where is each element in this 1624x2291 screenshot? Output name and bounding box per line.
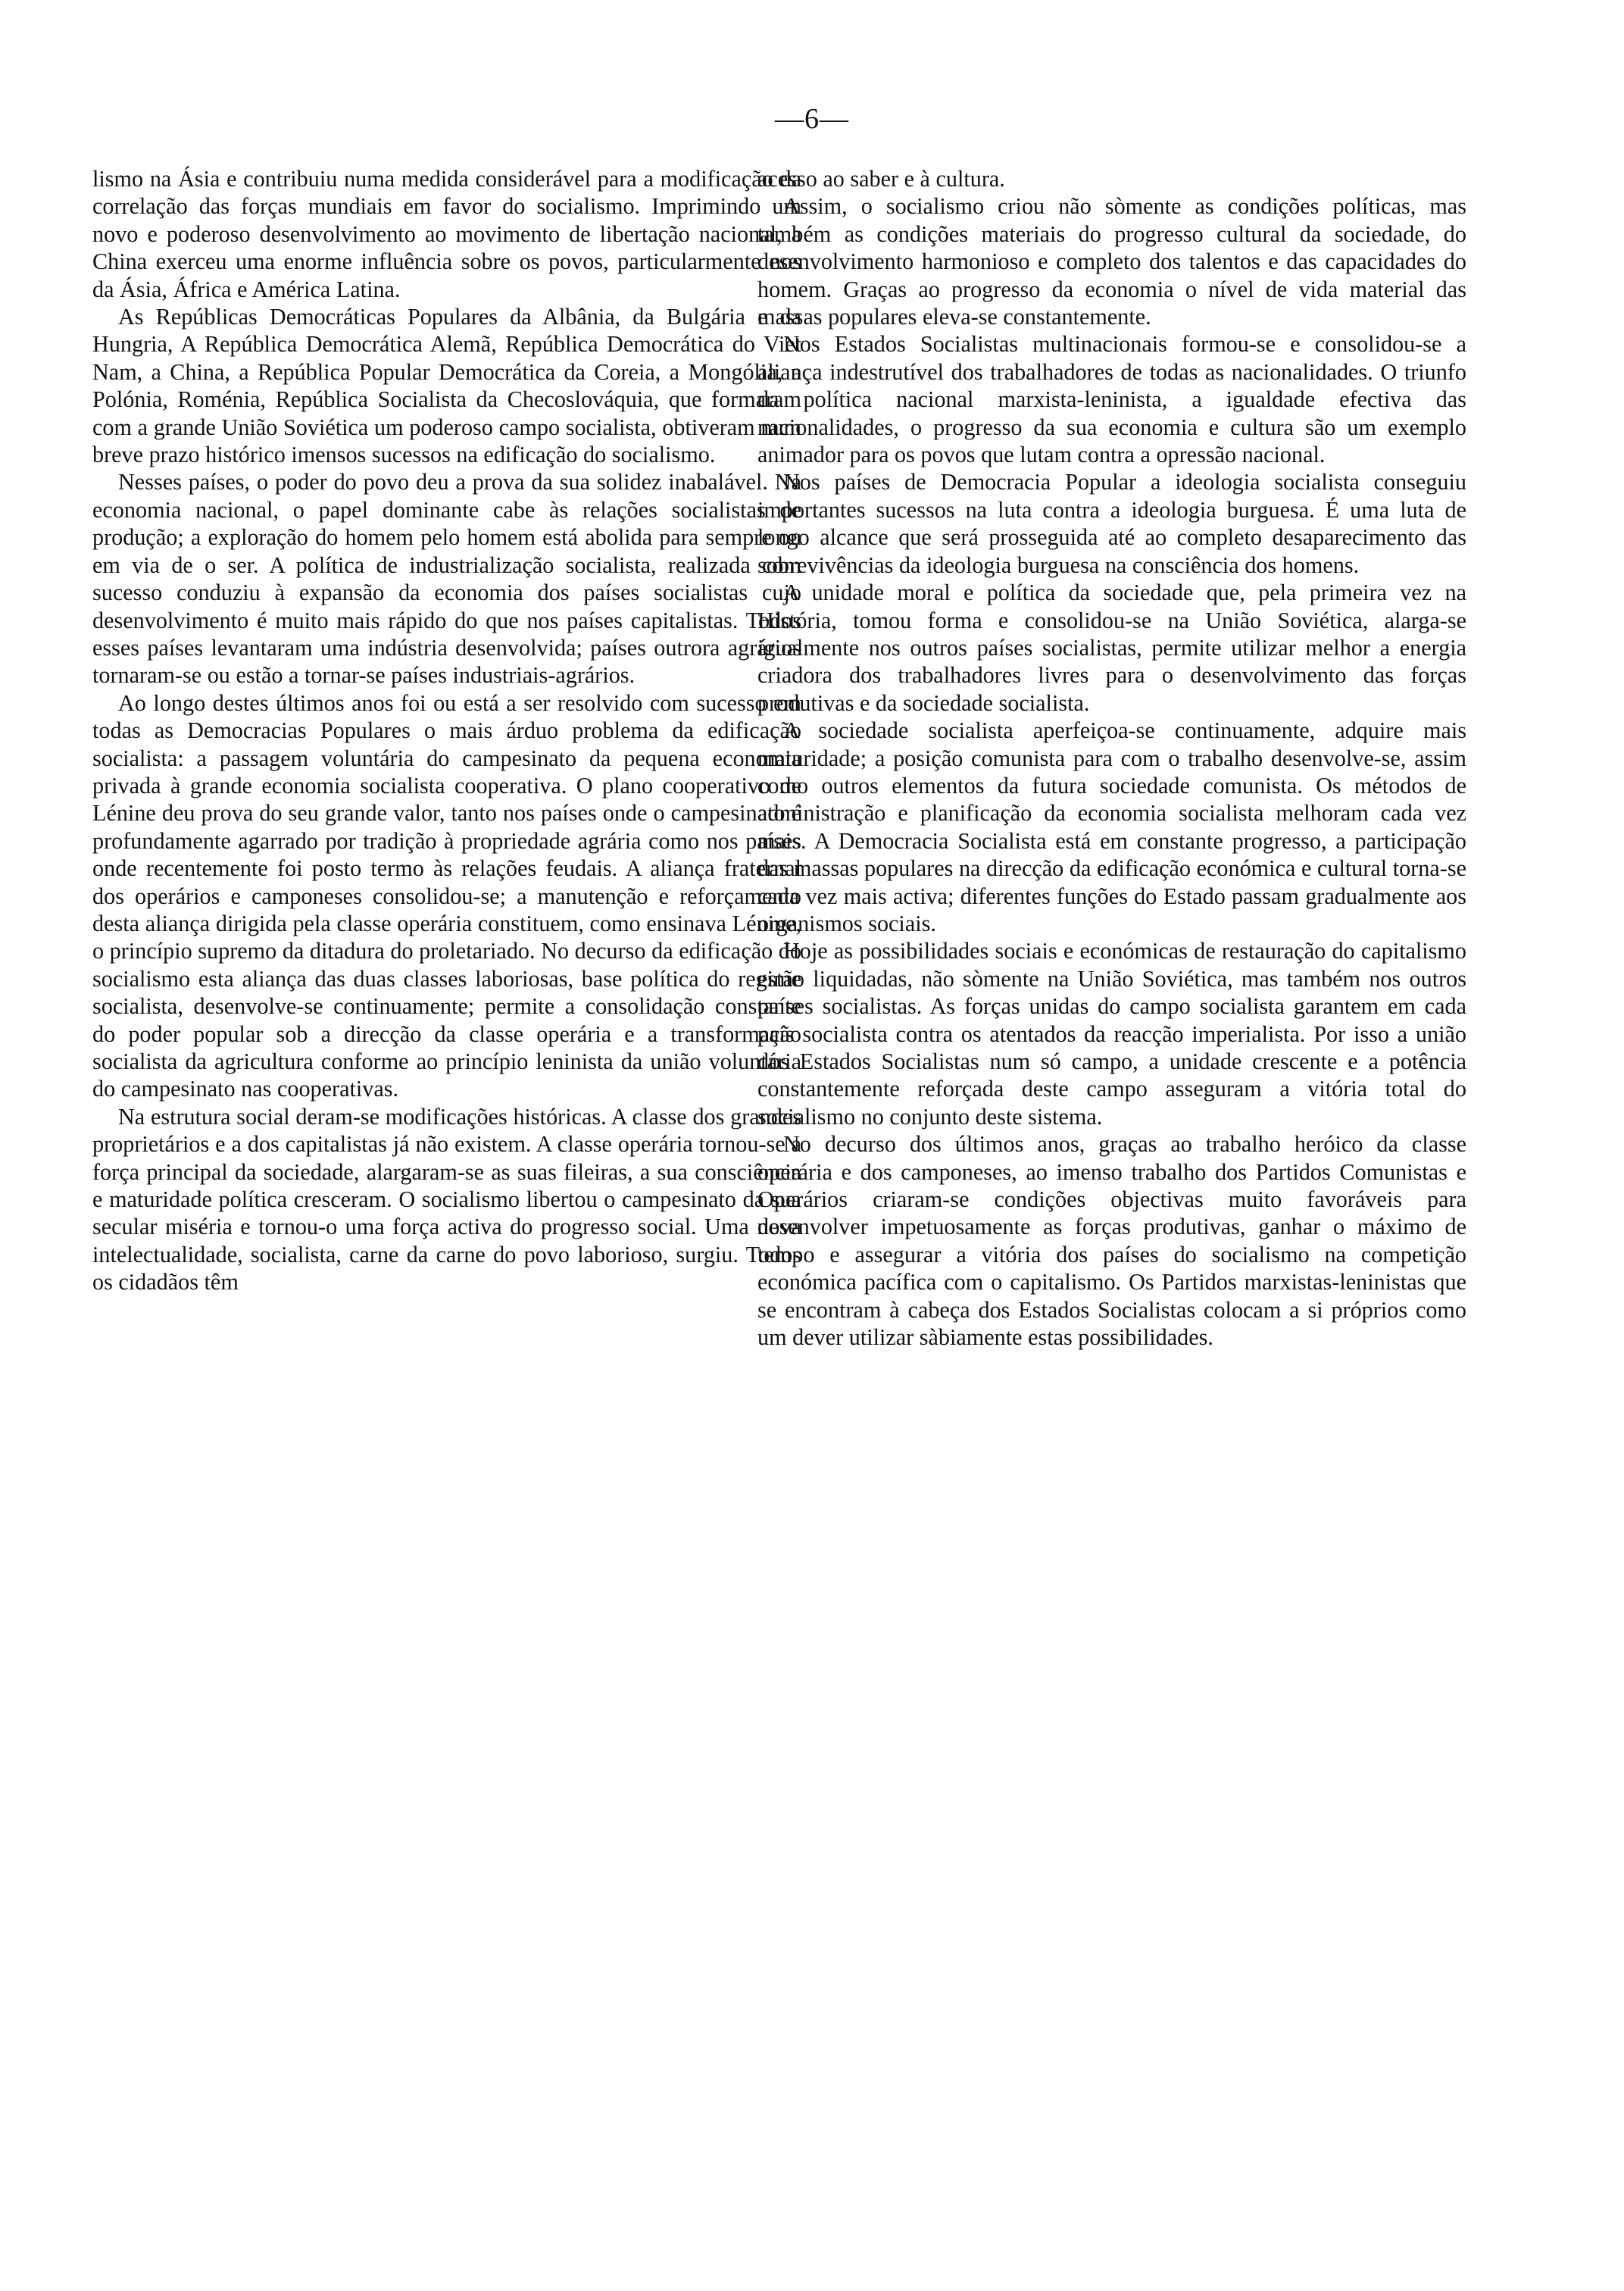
paragraph: Nos Estados Socialistas multinacionais formou-se e consolidou-se a aliança indestrutível dos trabalhadores de todas as nacionalidades. O triunfo da política nacional marxista-leninista, a igualdade efectiva das nacionalidades, o progresso da sua economia e cultura são um exemplo animador para os povos que lutam contra a opressão nacional. <box>757 331 1466 468</box>
paragraph: Ao longo destes últimos anos foi ou está a ser resolvido com sucesso em todas as Democracias Populares o mais árduo problema da edificação socialista: a passagem voluntária do campesinato da pequena economia privada à grande economia socialista cooperativa. O plano cooperativo de Lénine deu prova do seu grande valor, tanto nos países onde o campesinato é profundamente agarrado por tradição à propriedade agrária como nos países onde recentemente foi posto termo às relações feudais. A aliança fraternal dos operários e camponeses consolidou-se; a manutenção e reforçamento desta aliança dirigida pela classe operária constituem, como ensinava Lénine, o princípio supremo da ditadura do proletariado. No decurso da edificação do socialismo esta aliança das duas classes laboriosas, base política do regime socialista, desenvolve-se continuamente; permite a consolidação constante do poder popular sob a direcção da classe operária e a transformação socialista da agricultura conforme ao princípio leninista da união voluntária do campesinato nas cooperativas. <box>92 689 801 1102</box>
paragraph: As Repúblicas Democráticas Populares da Albânia, da Bulgária e da Hungria, A República Democrática Alemã, República Democrática do Viet Nam, a China, a República Popular Democrática da Coreia, a Mongólia, a Polónia, Roménia, República Socialista da Checoslováquia, que formaram com a grande União Soviética um poderoso campo socialista, obtiveram num breve prazo histórico imensos sucessos na edificação do socialismo. <box>92 304 801 468</box>
paragraph: Assim, o socialismo criou não sòmente as condições políticas, mas também as condições materiais do progresso cultural da sociedade, do desenvolvimento harmonioso e completo dos talentos e das capacidades do homem. Graças ao progresso da economia o nível de vida material das massas populares eleva-se constantemente. <box>757 193 1466 330</box>
paragraph: acesso ao saber e à cultura. <box>757 166 1005 192</box>
right-column <box>757 165 1466 1351</box>
paragraph: A sociedade socialista aperfeiçoa-se continuamente, adquire mais maturidade; a posição comunista para com o trabalho desenvolve-se, assim como outros elementos da futura sociedade comunista. Os métodos de administração e planificação da economia socialista melhoram cada vez mais. A Democracia Socialista está em constante progresso, a participação das massas populares na direcção da edificação económica e cultural torna-se cada vez mais activa; diferentes funções do Estado passam gradualmente aos organismos sociais. <box>757 717 1466 936</box>
paragraph: Nos países de Democracia Popular a ideologia socialista conseguiu importantes sucessos na luta contra a ideologia burguesa. É uma luta de longo alcance que será prosseguida até ao completo desaparecimento das sobrevivências da ideologia burguesa na consciência dos homens. <box>757 469 1466 578</box>
paragraph: Na estrutura social deram-se modificações históricas. A classe dos grandes proprietários e a dos capitalistas já não existem. A classe operária tornou-se a força principal da sociedade, alargaram-se as suas fileiras, a sua consciência e maturidade política cresceram. O socialismo libertou o campesinato da sua secular miséria e tornou-o uma força activa do progresso social. Uma nova intelectualidade, socialista, carne da carne do povo laborioso, surgiu. Todos os cidadãos têm <box>92 1103 801 1296</box>
paragraph: No decurso dos últimos anos, graças ao trabalho heróico da classe operária e dos camponeses, ao imenso trabalho dos Partidos Comunistas e Operários criaram-se condições objectivas muito favoráveis para desenvolver impetuosamente as forças produtivas, ganhar o máximo de tempo e assegurar a vitória dos países do socialismo na competição económica pacífica com o capitalismo. Os Partidos marxistas-leninistas que se encontram à cabeça dos Estados Socialistas colocam a si próprios como um dever utilizar sàbiamente estas possibilidades. <box>757 1131 1466 1351</box>
paragraph: A unidade moral e política da sociedade que, pela primeira vez na História, tomou forma e consolidou-se na União Soviética, alarga-se igualmente nos outros países socialistas, permite utilizar melhor a energia criadora dos trabalhadores livres para o desenvolvimento das forças produtivas e da sociedade socialista. <box>757 580 1466 716</box>
page-number: —6— <box>775 103 849 135</box>
paragraph: lismo na Ásia e contribuiu numa medida considerável para a modificação da correlação das forças mundiais em favor do socialismo. Imprimindo um novo e poderoso desenvolvimento ao movimento de libertação nacional, a China exerceu uma enorme influência sobre os povos, particularmente nos da Ásia, África e América Latina. <box>92 166 801 302</box>
paragraph: Nesses países, o poder do povo deu a prova da sua solidez inabalável. Na economia nacional, o papel dominante cabe às relações socialistas de produção; a exploração do homem pelo homem está abolida para sempre ou em via de o ser. A política de industrialização socialista, realizada com sucesso conduziu à expansão da economia dos países socialistas cujo desenvolvimento é muito mais rápido do que nos países capitalistas. Todos esses países levantaram uma indústria desenvolvida; países outrora agrários tornaram-se ou estão a tornar-se países industriais-agrários. <box>92 469 801 689</box>
paragraph: Hoje as possibilidades sociais e económicas de restauração do capitalismo estão liquidadas, não sòmente na União Soviética, mas também nos outros países socialistas. As forças unidas do campo socialista garantem em cada país socialista contra os atentados da reacção imperialista. Por isso a união dos Estados Socialistas num só campo, a unidade crescente e a potência constantemente reforçada deste campo asseguram a vitória total do socialismo no conjunto deste sistema. <box>757 938 1466 1130</box>
left-column <box>92 165 801 1296</box>
